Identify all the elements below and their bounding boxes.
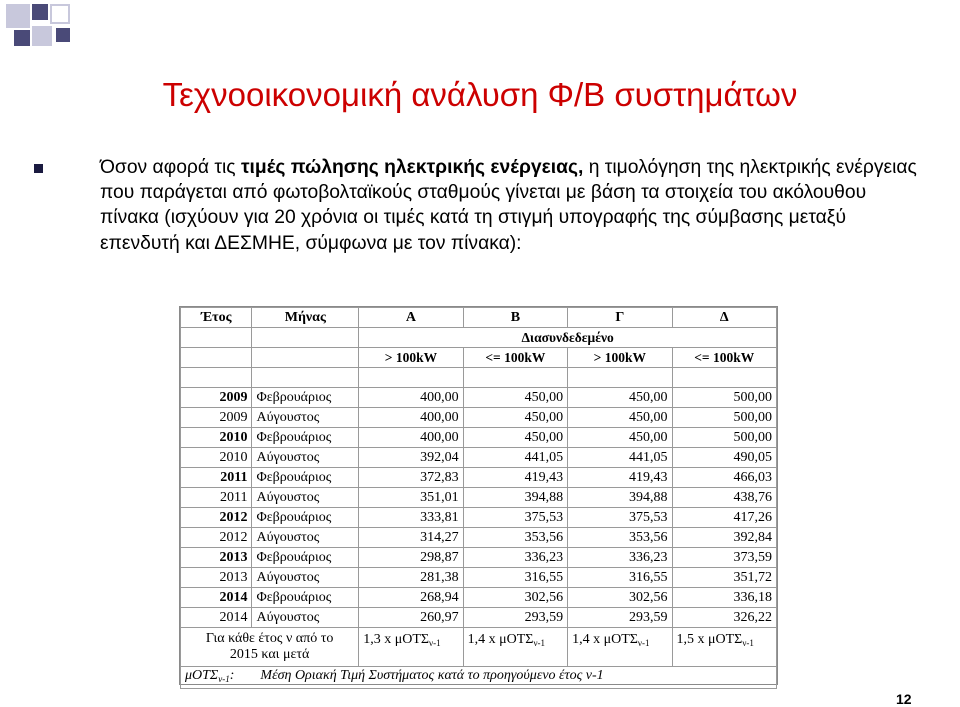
cell-month: Αύγουστος — [252, 528, 359, 548]
header-year: Έτος — [181, 308, 252, 328]
cell-b: 441,05 — [463, 448, 567, 468]
cell-a: 400,00 — [359, 428, 463, 448]
empty-cell — [252, 348, 359, 368]
table-row — [181, 448, 777, 468]
header-capacity-row — [181, 348, 777, 368]
cell-month: Αύγουστος — [252, 488, 359, 508]
cell-month: Φεβρουάριος — [252, 548, 359, 568]
body-paragraph — [100, 155, 920, 256]
cell-b: 353,56 — [463, 528, 567, 548]
cell-a: 333,81 — [359, 508, 463, 528]
cell-d: 466,03 — [672, 468, 776, 488]
legend-definition: Μέση Οριακή Τιμή Συστήματος κατά το προηγούμενο έτος ν-1 — [260, 668, 604, 683]
legend-colon: : — [229, 668, 235, 683]
paragraph-part1: Όσον αφορά τις — [100, 157, 241, 178]
table-row — [181, 488, 777, 508]
note-label-line2: 2015 και μετά — [229, 647, 310, 662]
cell-d: 392,84 — [672, 528, 776, 548]
cell-year: 2009 — [181, 408, 252, 428]
formula-a-text: 1,3 x μΟΤΣ — [363, 632, 430, 647]
cell-b: 419,43 — [463, 468, 567, 488]
table-row — [181, 508, 777, 528]
formula-b-text: 1,4 x μΟΤΣ — [467, 632, 534, 647]
cell-year: 2010 — [181, 428, 252, 448]
table-row — [181, 568, 777, 588]
header-col-d: Δ — [672, 308, 776, 328]
cell-a: 400,00 — [359, 408, 463, 428]
tariff-table-image — [179, 306, 778, 685]
corner-decoration — [0, 0, 80, 60]
cell-c: 375,53 — [568, 508, 672, 528]
decor-square — [32, 4, 48, 20]
cell-month: Αύγουστος — [252, 568, 359, 588]
decor-square — [56, 28, 70, 42]
cell-c: 353,56 — [568, 528, 672, 548]
legend-cell — [181, 667, 777, 689]
cell-c: 450,00 — [568, 388, 672, 408]
note-label-line1: Για κάθε έτος ν από το — [205, 631, 334, 646]
table-row — [181, 528, 777, 548]
header-row — [181, 308, 777, 328]
cell-b: 316,55 — [463, 568, 567, 588]
page-number: 12 — [896, 691, 912, 707]
cell-c: 450,00 — [568, 408, 672, 428]
table-row — [181, 588, 777, 608]
slide-title: Τεχνοοικονομική ανάλυση Φ/Β συστημάτων — [162, 76, 798, 113]
paragraph-part2: η τιμολόγηση της ηλεκτρικής ενέργειας που παράγεται από φωτοβολταϊκούς σταθμούς γίνεται με βάση τα στοιχεία του ακόλουθου πίνακα (ισχύουν για 20 χρόνια οι τιμές κατά τη στιγμή υπογραφής της σύμβασης μεταξύ επενδυτή και ΔΕΣΜΗΕ, σύμφωνα με τον πίνακα): — [100, 157, 917, 254]
legend-term: μΟΤΣ — [185, 668, 219, 683]
spacer-row — [181, 368, 777, 388]
formula-c-text: 1,4 x μΟΤΣ — [572, 632, 638, 647]
header-col-c: Γ — [568, 308, 672, 328]
cell-year: 2014 — [181, 608, 252, 628]
formula-c-sub: ν-1 — [637, 638, 650, 648]
cell-b: 450,00 — [463, 388, 567, 408]
cell-d: 500,00 — [672, 388, 776, 408]
cell-c: 293,59 — [568, 608, 672, 628]
formula-d-sub: ν-1 — [742, 638, 754, 648]
formula-d — [672, 628, 776, 667]
cell-month: Φεβρουάριος — [252, 588, 359, 608]
table-row — [181, 388, 777, 408]
decor-square — [6, 4, 30, 28]
table-row — [181, 428, 777, 448]
cell-d: 326,22 — [672, 608, 776, 628]
cell-year: 2014 — [181, 588, 252, 608]
cell-b: 336,23 — [463, 548, 567, 568]
cell-c: 419,43 — [568, 468, 672, 488]
formula-d-text: 1,5 x μΟΤΣ — [676, 632, 743, 647]
cell-a: 400,00 — [359, 388, 463, 408]
cell-c: 316,55 — [568, 568, 672, 588]
capacity-a: > 100kW — [359, 348, 463, 368]
tariff-table — [180, 307, 777, 689]
cell-d: 490,05 — [672, 448, 776, 468]
cell-d: 336,18 — [672, 588, 776, 608]
cell-d: 500,00 — [672, 428, 776, 448]
table-row — [181, 468, 777, 488]
cell-month: Φεβρουάριος — [252, 508, 359, 528]
header-group: Διασυνδεδεμένο — [359, 328, 777, 348]
cell-b: 450,00 — [463, 408, 567, 428]
table-row — [181, 608, 777, 628]
bullet-icon — [34, 164, 43, 173]
header-month: Μήνας — [252, 308, 359, 328]
cell-year: 2013 — [181, 568, 252, 588]
cell-year: 2009 — [181, 388, 252, 408]
cell-d: 373,59 — [672, 548, 776, 568]
header-col-b: Β — [463, 308, 567, 328]
cell-c: 336,23 — [568, 548, 672, 568]
capacity-b: <= 100kW — [463, 348, 567, 368]
formula-c — [568, 628, 672, 667]
cell-year: 2010 — [181, 448, 252, 468]
formula-a-sub: ν-1 — [429, 638, 441, 648]
paragraph-bold: τιμές πώλησης ηλεκτρικής ενέργειας, — [240, 157, 584, 178]
legend-row — [181, 667, 777, 689]
cell-year: 2011 — [181, 468, 252, 488]
cell-b: 293,59 — [463, 608, 567, 628]
cell-month: Φεβρουάριος — [252, 428, 359, 448]
cell-month: Αύγουστος — [252, 448, 359, 468]
cell-month: Φεβρουάριος — [252, 468, 359, 488]
cell-a: 298,87 — [359, 548, 463, 568]
cell-month: Φεβρουάριος — [252, 388, 359, 408]
cell-d: 438,76 — [672, 488, 776, 508]
cell-a: 392,04 — [359, 448, 463, 468]
empty-cell — [252, 328, 359, 348]
header-group-row — [181, 328, 777, 348]
empty-cell — [181, 328, 252, 348]
cell-c: 302,56 — [568, 588, 672, 608]
cell-d: 500,00 — [672, 408, 776, 428]
formula-a — [359, 628, 463, 667]
formula-b — [463, 628, 567, 667]
cell-a: 314,27 — [359, 528, 463, 548]
cell-year: 2012 — [181, 508, 252, 528]
cell-a: 268,94 — [359, 588, 463, 608]
decor-square — [14, 30, 30, 46]
empty-cell — [181, 348, 252, 368]
legend-term-sub: ν-1 — [218, 674, 230, 684]
cell-year: 2013 — [181, 548, 252, 568]
table-row — [181, 408, 777, 428]
cell-b: 394,88 — [463, 488, 567, 508]
formula-b-sub: ν-1 — [533, 638, 546, 648]
cell-a: 351,01 — [359, 488, 463, 508]
cell-month: Αύγουστος — [252, 608, 359, 628]
cell-a: 260,97 — [359, 608, 463, 628]
note-label — [181, 628, 359, 667]
cell-a: 281,38 — [359, 568, 463, 588]
cell-c: 450,00 — [568, 428, 672, 448]
cell-b: 375,53 — [463, 508, 567, 528]
cell-b: 450,00 — [463, 428, 567, 448]
cell-year: 2012 — [181, 528, 252, 548]
cell-year: 2011 — [181, 488, 252, 508]
cell-d: 417,26 — [672, 508, 776, 528]
header-col-a: Α — [359, 308, 463, 328]
cell-d: 351,72 — [672, 568, 776, 588]
note-row — [181, 628, 777, 667]
cell-c: 441,05 — [568, 448, 672, 468]
capacity-d: <= 100kW — [672, 348, 776, 368]
capacity-c: > 100kW — [568, 348, 672, 368]
cell-b: 302,56 — [463, 588, 567, 608]
decor-square — [32, 26, 52, 46]
cell-a: 372,83 — [359, 468, 463, 488]
cell-month: Αύγουστος — [252, 408, 359, 428]
decor-square — [50, 4, 70, 24]
table-row — [181, 548, 777, 568]
cell-c: 394,88 — [568, 488, 672, 508]
